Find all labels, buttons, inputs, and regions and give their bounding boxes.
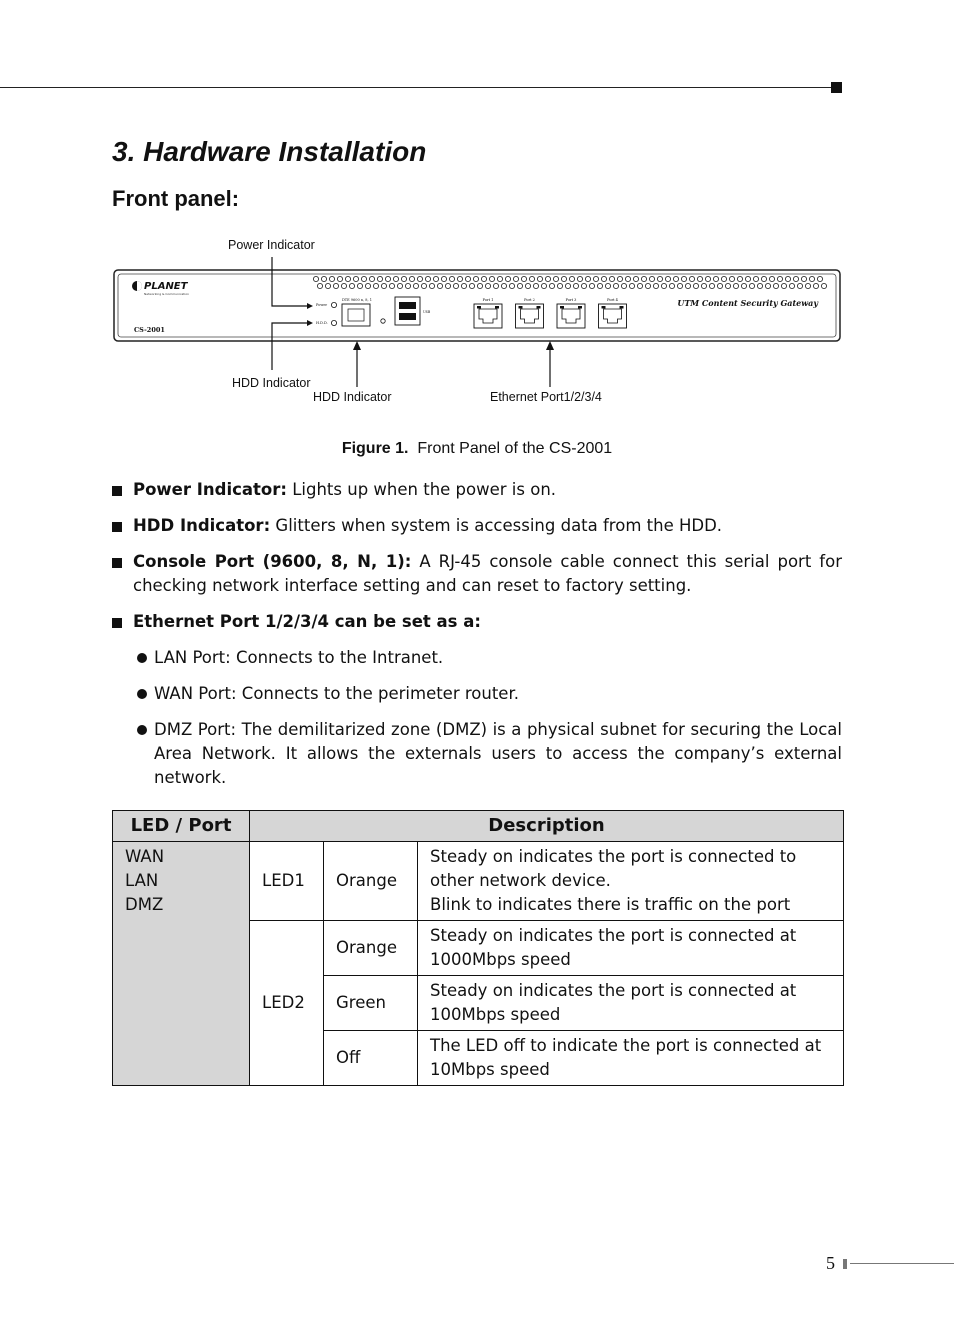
power-led-label: Power — [316, 303, 328, 307]
port-wan: WAN — [125, 847, 165, 866]
port-led — [560, 306, 564, 309]
sub-item-wan — [112, 682, 842, 706]
port-led — [477, 306, 481, 309]
header-rule — [0, 87, 832, 88]
round-bullet-icon — [137, 689, 147, 699]
sub-item-text: LAN Port: Connects to the Intranet. — [154, 648, 444, 667]
color-cell: Green — [324, 976, 418, 1031]
color-cell: Off — [324, 1031, 418, 1086]
bullet-power — [112, 478, 842, 502]
sub-item-text: DMZ Port: The demilitarized zone (DMZ) is a physical subnet for securing the Local Area Network. It allows the externals users to access the company’s external network. — [154, 720, 842, 787]
port-led — [602, 306, 606, 309]
bullet-ethernet — [112, 610, 842, 634]
ports-cell — [113, 842, 250, 1086]
ethernet-port-label: Port 1 — [482, 298, 494, 302]
footer-marker — [843, 1259, 847, 1269]
header-description: Description — [250, 811, 844, 842]
bullet-hdd — [112, 514, 842, 538]
bullet-console-text: A RJ-45 console cable connect this serial port for checking network interface setting and can reset to factory setting. — [133, 552, 842, 595]
bullet-ethernet-term: Ethernet Port 1/2/3/4 can be set as a: — [133, 612, 481, 631]
page-number: 5 — [826, 1253, 835, 1273]
bullet-hdd-term: HDD Indicator: — [133, 516, 271, 535]
desc-line: Steady on indicates the port is connected to other network device. — [430, 847, 797, 890]
reset-button — [381, 319, 385, 323]
front-panel-diagram — [110, 250, 845, 400]
round-bullet-icon — [137, 653, 147, 663]
round-bullet-icon — [137, 725, 147, 735]
desc-cell: The LED off to indicate the port is connected at 10Mbps speed — [418, 1031, 844, 1086]
table-row — [113, 842, 844, 921]
port-led — [537, 306, 541, 309]
led1-cell: LED1 — [250, 842, 324, 921]
model-text: CS-2001 — [134, 326, 165, 334]
bullet-power-text: Lights up when the power is on. — [286, 480, 557, 499]
port-led — [620, 306, 624, 309]
usb-label: USB — [423, 310, 431, 314]
square-bullet-icon — [112, 618, 122, 628]
section-subtitle: Front panel: — [112, 186, 240, 211]
square-bullet-icon — [112, 522, 122, 532]
square-bullet-icon — [112, 486, 122, 496]
ethernet-port-label: Port 3 — [565, 298, 577, 302]
header-square-marker — [831, 82, 842, 93]
led2-cell: LED2 — [250, 921, 324, 1086]
desc-cell — [418, 842, 844, 921]
console-port-label: DTE 9600 n, 8, 1 — [342, 298, 372, 302]
port-led — [578, 306, 582, 309]
bullet-hdd-text: Glitters when system is accessing data from the HDD. — [270, 516, 723, 535]
figure-caption-text: Front Panel of the CS-2001 — [417, 440, 613, 457]
port-lan: LAN — [125, 871, 159, 890]
desc-cell: Steady on indicates the port is connected at 1000Mbps speed — [418, 921, 844, 976]
bullet-console — [112, 550, 842, 598]
color-cell: Orange — [324, 842, 418, 921]
sub-item-lan — [112, 646, 842, 670]
port-dmz: DMZ — [125, 895, 164, 914]
desc-line: Blink to indicates there is traffic on the port — [430, 895, 791, 914]
console-port — [342, 304, 370, 326]
product-name-text: UTM Content Security Gateway — [677, 298, 818, 308]
led-table — [112, 810, 844, 1086]
footer-rule — [850, 1263, 954, 1264]
desc-cell: Steady on indicates the port is connected at 100Mbps speed — [418, 976, 844, 1031]
usb-ports — [395, 297, 420, 325]
table-header-row — [113, 811, 844, 842]
ethernet-port-label: Port 4 — [607, 298, 618, 302]
port-led — [495, 306, 499, 309]
bullet-power-term: Power Indicator: — [133, 480, 287, 499]
label-ethernet-port: Ethernet Port1/2/3/4 — [490, 390, 602, 404]
ethernet-port-label: Port 2 — [524, 298, 535, 302]
feature-list — [112, 478, 842, 802]
figure-caption-label: Figure 1. — [341, 440, 409, 457]
label-hdd-indicator-2: HDD Indicator — [313, 390, 392, 404]
figure-caption — [0, 440, 954, 458]
sub-item-text: WAN Port: Connects to the perimeter router. — [154, 684, 519, 703]
color-cell: Orange — [324, 921, 418, 976]
page-title: 3. Hardware Installation — [112, 136, 427, 167]
bullet-console-term: Console Port (9600, 8, N, 1): — [133, 552, 412, 571]
label-hdd-indicator-1: HDD Indicator — [232, 376, 311, 390]
sub-item-dmz — [112, 718, 842, 790]
hdd-led-label: H.D.D. — [316, 321, 328, 325]
brand-tagline: Networking & Communication — [144, 292, 190, 296]
hdd-led — [331, 320, 336, 325]
square-bullet-icon — [112, 558, 122, 568]
power-led — [331, 302, 336, 307]
brand-text: PLANET — [144, 281, 188, 292]
header-led-port: LED / Port — [113, 811, 250, 842]
label-power-indicator: Power Indicator — [228, 238, 315, 252]
port-led — [519, 306, 523, 309]
